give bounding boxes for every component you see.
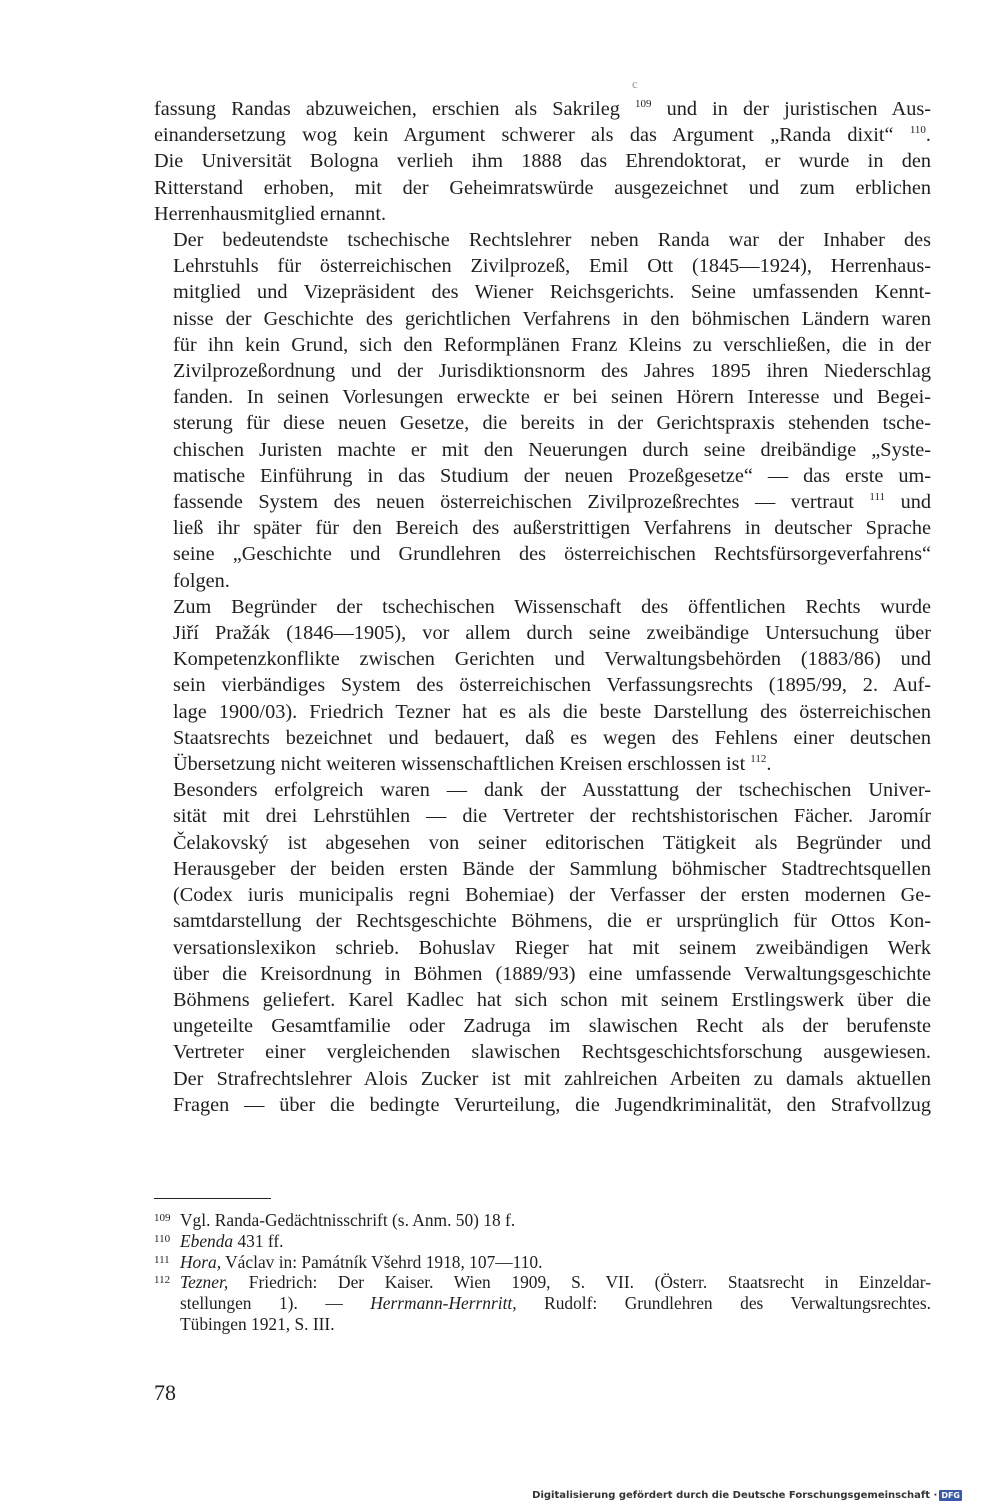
text-line: samtdarstellung der Rechtsgeschichte Böhmens, die er ursprünglich für Ottos Kon- (173, 910, 931, 933)
footnote-divider (154, 1198, 271, 1199)
paragraph-3 (154, 594, 931, 777)
footnote-ref-110[interactable]: 110 (909, 124, 926, 137)
body-text (154, 96, 931, 1118)
footnote-text: stellungen 1). — Herrmann-Herrnritt, Rudolf: Grundlehren des Verwaltungsrechtes. (180, 1293, 932, 1314)
paragraph-2 (154, 227, 931, 594)
footnote-number: 109 (154, 1212, 171, 1224)
text-line: Zivilprozeßordnung und der Jurisdiktionsnorm des Jahres 1895 ihren Niederschlag (173, 360, 931, 383)
text-line: Zum Begründer der tschechischen Wissenschaft des öffentlichen Rechts wurde (173, 595, 931, 618)
text-line: Lehrstuhls für österreichischen Zivilprozeß, Emil Ott (1845—1924), Herrenhaus- (173, 255, 931, 278)
text-line: nisse der Geschichte des gerichtlichen Verfahrens in den böhmischen Ländern waren (173, 307, 931, 330)
text-line: Böhmens geliefert. Karel Kadlec hat sich schon mit seinem Erstlingswerk über die (173, 988, 931, 1011)
text-line: fanden. In seinen Vorlesungen erweckte er bei seinen Hörern Interesse und Begei- (173, 386, 931, 409)
digitization-text: Digitalisierung gefördert durch die Deutsche Forschungsgemeinschaft · (532, 1490, 938, 1501)
text-line: lage 1900/03). Friedrich Tezner hat es als die beste Darstellung des österreichischen (173, 700, 931, 723)
dfg-logo-icon: DFG (941, 1491, 960, 1500)
footnote-number: 110 (154, 1232, 171, 1245)
footnote-109 (154, 1210, 931, 1231)
text-line: sität mit drei Lehrstühlen — die Vertreter der rechtshistorischen Fächer. Jaromír (173, 805, 931, 828)
text-line: Fragen — über die bedingte Verurteilung, die Jugendkriminalität, den Strafvollzug (173, 1093, 931, 1116)
text-line: über die Kreisordnung in Böhmen (1889/93) eine umfassende Verwaltungsgeschichte (173, 962, 931, 985)
text-line: Die Universität Bologna verlieh ihm 1888 das Ehrendoktorat, er wurde in den (154, 150, 931, 173)
digitization-note (532, 1490, 962, 1501)
page-number: 78 (154, 1380, 176, 1405)
text-line: Čelakovský ist abgesehen von seiner editorischen Tätigkeit als Begründer und (173, 831, 931, 854)
text-line: mitglied und Vizepräsident des Wiener Reichsgerichts. Seine umfassenden Kennt- (173, 281, 931, 304)
text-line: einandersetzung wog kein Argument schwerer als das Argument „Randa dixit“ $^{110}$. (154, 124, 931, 147)
text-line: ließ ihr später für den Bereich des außerstrittigen Verfahrens in deutscher Sprache (173, 517, 931, 540)
footnote-text: Ebenda 431 ff. (180, 1230, 284, 1251)
text-line: sein vierbändiges System des österreichischen Verfassungsrechts (1895/99, 2. Auf- (173, 674, 931, 697)
text-line: seine „Geschichte und Grundlehren des österreichischen Rechtsfürsorgeverfahrens“ (173, 543, 931, 566)
footnote-110 (154, 1231, 931, 1252)
stray-mark: c (632, 76, 638, 91)
text-line: fassende System des neuen österreichischen Zivilprozeßrechtes — vertraut $^{111}$ und (173, 491, 931, 514)
text-line: (Codex iuris municipalis regni Bohemiae) der Verfasser der ersten modernen Ge- (173, 884, 931, 907)
text-line: chischen Juristen machte er mit den Neuerungen durch seine dreibändige „Syste- (173, 438, 931, 461)
footnote-ref-111[interactable]: 111 (869, 491, 886, 504)
footnote-text: Tezner, Friedrich: Der Kaiser. Wien 1909, S. VII. (Österr. Staatsrecht in Einzeldar- (180, 1272, 931, 1293)
text-line: Übersetzung nicht weiteren wissenschaftlichen Kreisen erschlossen ist $^{112}$. (173, 753, 772, 776)
text-line: Kompetenzkonflikte zwischen Gerichten und Verwaltungsbehörden (1883/86) und (173, 648, 931, 671)
text-line: Staatsrechts bezeichnet und bedauert, daß es wegen des Fehlens einer deutschen (173, 726, 931, 749)
text-line: Der Strafrechtslehrer Alois Zucker ist mit zahlreichen Arbeiten zu damals aktuellen (173, 1067, 931, 1090)
footnote-number: 111 (154, 1253, 170, 1266)
footnote-ref-109[interactable]: 109 (635, 98, 652, 110)
footnote-text: Hora, Václav in: Památník Všehrd 1918, 107—110. (180, 1251, 543, 1272)
footnote-112 (154, 1272, 931, 1334)
footnote-111 (154, 1252, 931, 1273)
text-line: Besonders erfolgreich waren — dank der Ausstattung der tschechischen Univer- (173, 779, 931, 802)
text-line: Der bedeutendste tschechische Rechtslehrer neben Randa war der Inhaber des (173, 229, 931, 252)
text-line: sterung für diese neuen Gesetze, die bereits in der Gerichtspraxis stehenden tsche- (173, 412, 931, 435)
text-line: ungeteilte Gesamtfamilie oder Zadruga im slawischen Recht als der berufenste (173, 1015, 931, 1038)
text-line: matische Einführung in das Studium der neuen Prozeßgesetze“ — das erste um- (173, 464, 931, 487)
text-line: Jiří Pražák (1846—1905), vor allem durch seine zweibändige Untersuchung über (173, 622, 931, 645)
text-line: Ritterstand erhoben, mit der Geheimratswürde ausgezeichnet und zum erblichen (154, 176, 931, 199)
text-line: fassung Randas abzuweichen, erschien als Sakrileg $^{109}$ und in der juristischen Aus- (154, 98, 932, 120)
footnote-number: 112 (154, 1274, 171, 1287)
text-line: folgen. (173, 569, 230, 592)
footnote-ref-112[interactable]: 112 (750, 753, 767, 766)
text-line: Vertreter einer vergleichenden slawischen Rechtsgeschichtsforschung ausgewiesen. (173, 1041, 931, 1064)
text-line: versationslexikon schrieb. Bohuslav Rieger hat mit seinem zweibändigen Werk (173, 936, 931, 959)
text-line: Herausgeber der beiden ersten Bände der Sammlung böhmischer Stadtrechtsquellen (173, 857, 931, 880)
footnotes (154, 1210, 931, 1335)
paragraph-1 (154, 96, 931, 227)
paragraph-4 (154, 777, 931, 1118)
footnote-text: Vgl. Randa-Gedächtnisschrift (s. Anm. 50) 18 f. (180, 1210, 516, 1230)
text-line: für ihn kein Grund, sich den Reformplänen Franz Kleins zu verschließen, die in der (173, 333, 931, 356)
footnote-text: Tübingen 1921, S. III. (180, 1313, 335, 1334)
text-line: Herrenhausmitglied ernannt. (154, 202, 387, 225)
